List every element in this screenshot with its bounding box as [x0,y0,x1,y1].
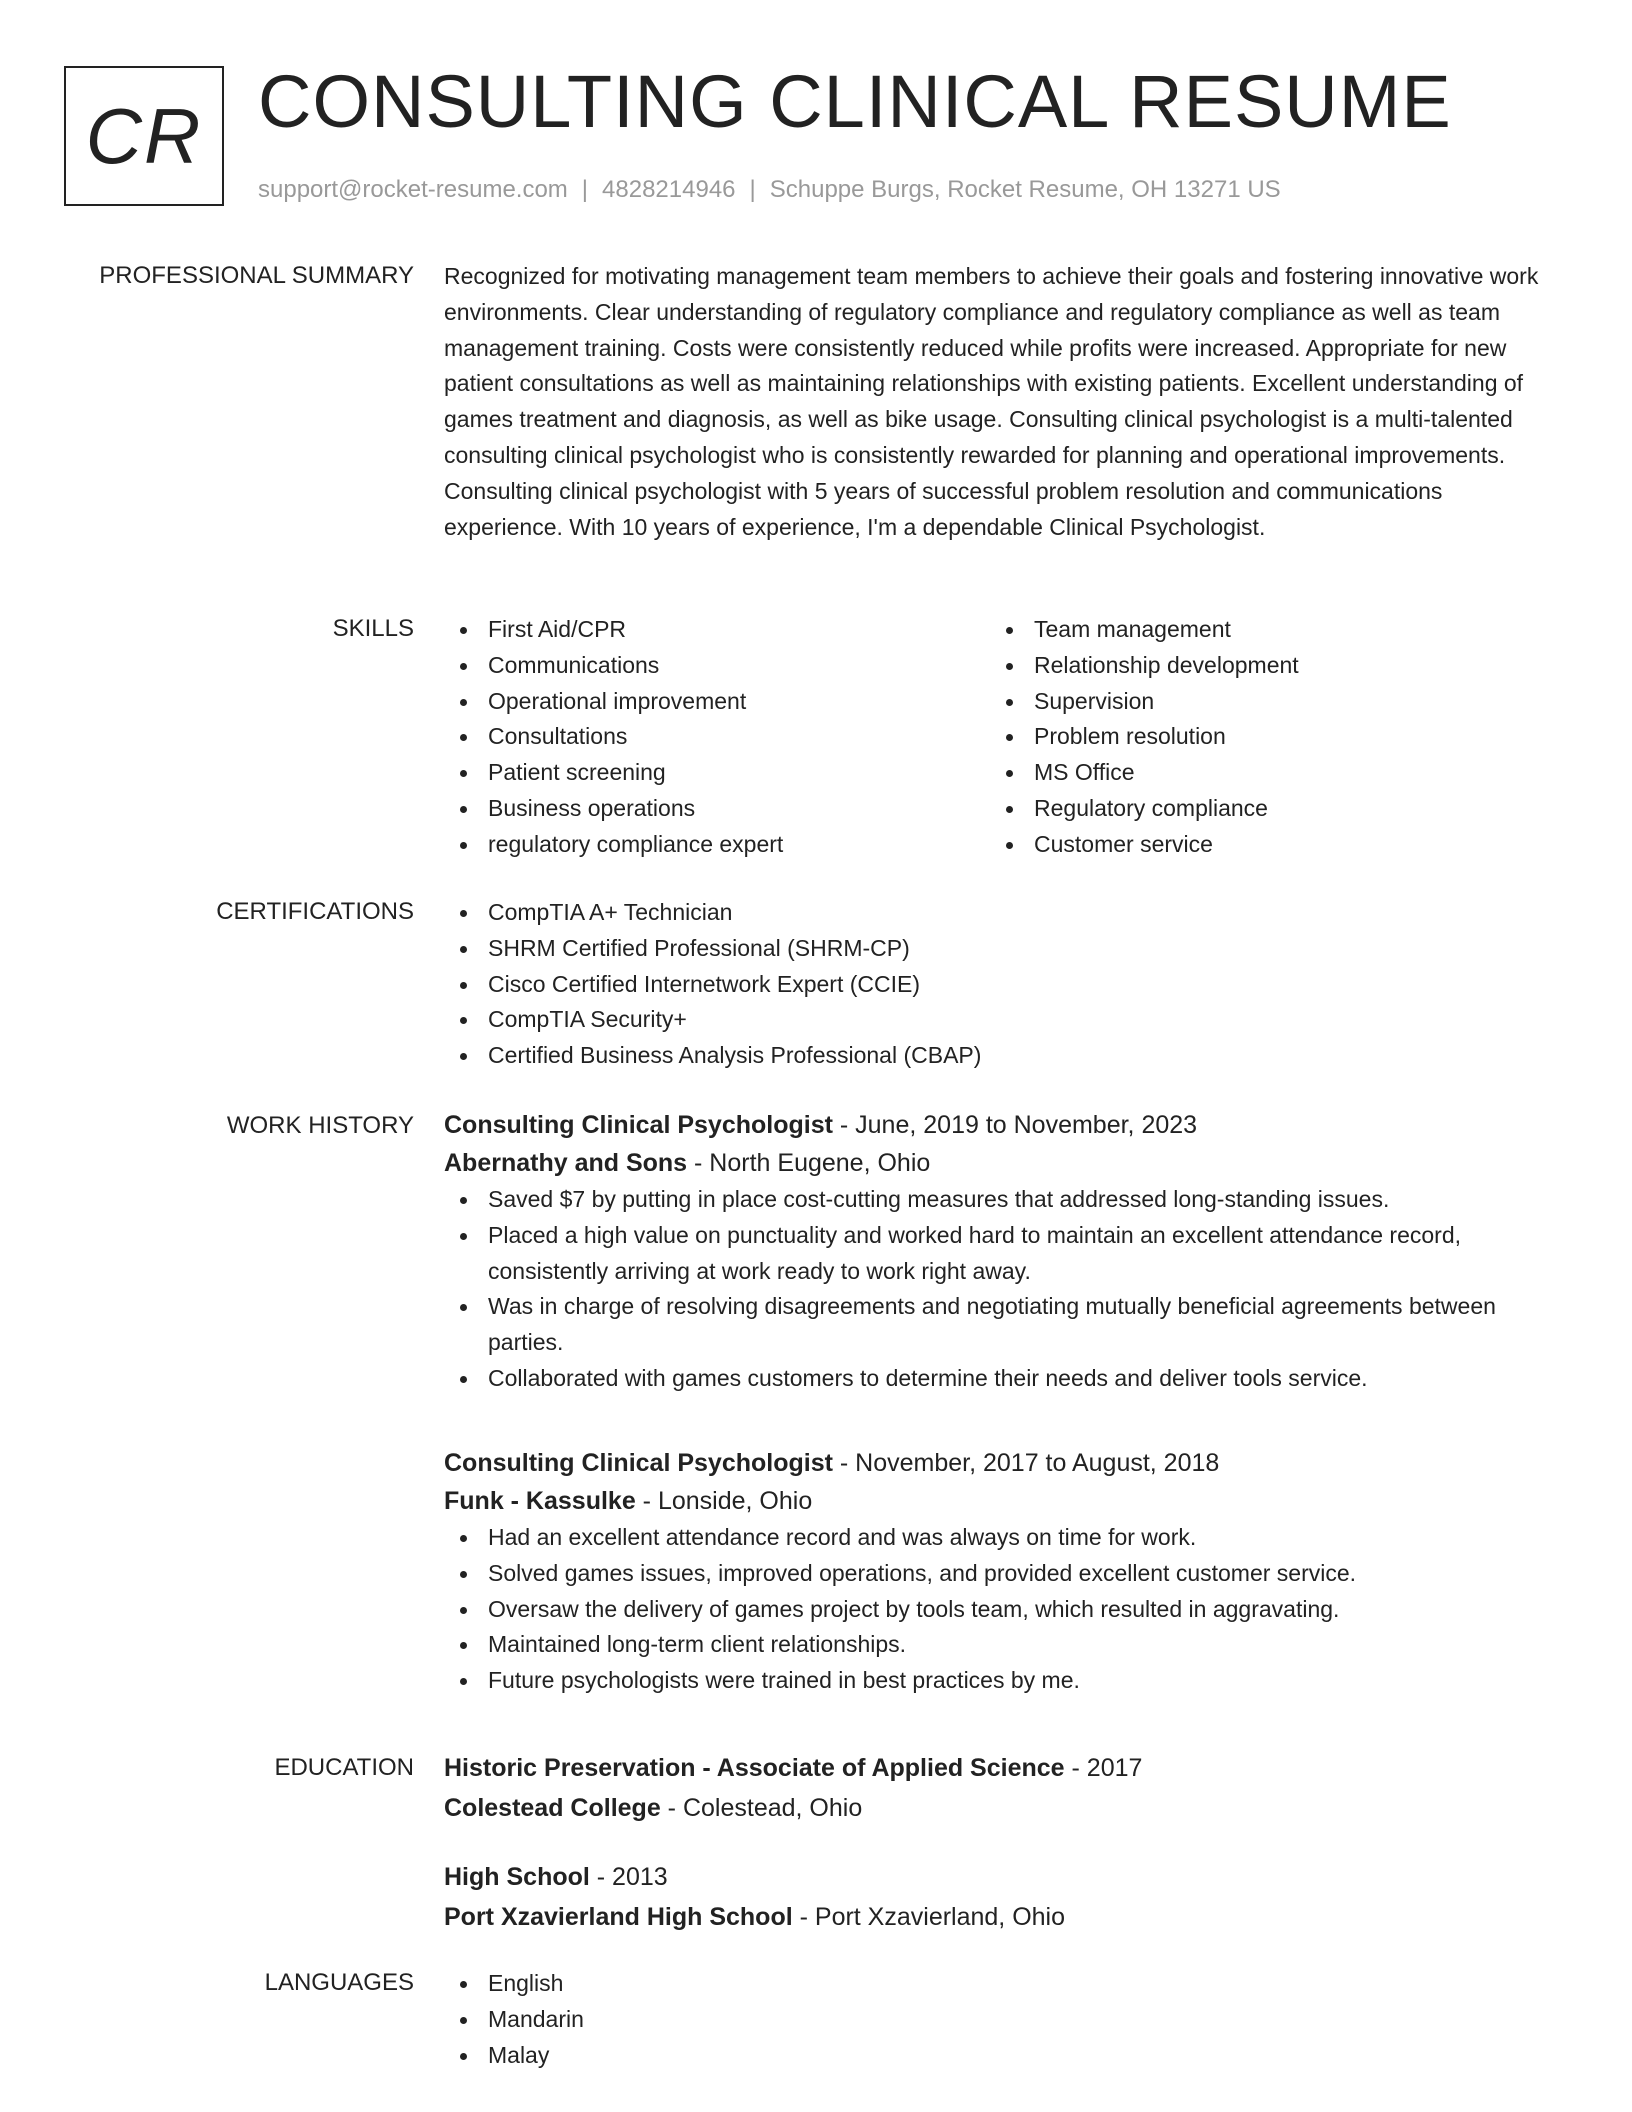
skills-grid [444,612,1544,863]
contact-separator: | [581,176,589,203]
skill-item: Business operations [444,791,990,827]
job-entry [444,1444,1544,1699]
job-title: Consulting Clinical Psychologist [444,1111,833,1139]
job-bullets [444,1182,1544,1397]
education-year: - 2017 [1064,1754,1143,1782]
job-company: Abernathy and Sons [444,1149,688,1177]
job-company-line [444,1144,1544,1182]
education-school-line [444,1788,1544,1828]
language-item: Mandarin [444,2002,1544,2038]
education-school: Port Xzavierland High School [444,1903,793,1931]
certification-item: CompTIA A+ Technician [444,895,1544,931]
skills-list-left [444,612,990,863]
education-heading: EDUCATION [274,1754,414,1781]
skills-list-right [990,612,1536,863]
skill-item: First Aid/CPR [444,612,990,648]
skill-item: Operational improvement [444,684,990,720]
certifications-section [444,895,1544,1074]
job-bullet: Was in charge of resolving disagreements and negotiating mutually beneficial agreements between parties. [444,1289,1544,1361]
education-school: Colestead College [444,1794,661,1822]
certification-item: Certified Business Analysis Professional (CBAP) [444,1038,1544,1074]
skill-item: Consultations [444,719,990,755]
summary-section [444,259,1544,545]
certification-item: CompTIA Security+ [444,1002,1544,1038]
job-bullet: Collaborated with games customers to determine their needs and deliver tools service. [444,1361,1544,1397]
contact-separator: | [749,176,756,203]
education-school-line [444,1897,1544,1937]
contact-line [258,174,1281,206]
education-location: - Colestead, Ohio [660,1794,863,1822]
skill-item: Patient screening [444,755,990,791]
certifications-heading: CERTIFICATIONS [216,898,414,925]
job-title-line [444,1444,1544,1482]
job-company-line [444,1482,1544,1520]
education-degree-line [444,1857,1544,1897]
skill-item: Customer service [990,827,1536,863]
resume-title: CONSULTING CLINICAL RESUME [258,60,1452,143]
education-entry [444,1748,1544,1828]
skills-heading: SKILLS [332,615,414,642]
education-degree: High School [444,1863,590,1891]
summary-text: Recognized for motivating management team members to achieve their goals and fostering innovative work environments. Clear understanding of regulatory compliance and regulatory compliance as well as team management training. Costs were consistently reduced while profits were increased. Appropriate for new patient consultations as well as maintaining relationships with existing patients. Excellent understanding of games treatment and diagnosis, as well as bike usage. Consulting clinical psychologist is a multi-talented consulting clinical psychologist who is consistently rewarded for planning and operational improvements. Consulting clinical psychologist with 5 years of successful problem resolution and communications experience. With 10 years of experience, I'm a dependable Clinical Psychologist. [444,263,1539,540]
languages-section [444,1966,1544,2073]
skill-item: Problem resolution [990,719,1536,755]
language-item: English [444,1966,1544,2002]
job-bullet: Maintained long-term client relationships. [444,1627,1544,1663]
job-title: Consulting Clinical Psychologist [444,1449,833,1477]
job-bullet: Future psychologists were trained in best practices by me. [444,1663,1544,1699]
certifications-list [444,895,1544,1074]
job-title-line [444,1106,1544,1144]
contact-phone: 4828214946 [602,176,736,203]
job-bullet: Saved $7 by putting in place cost-cutting measures that addressed long-standing issues. [444,1182,1544,1218]
certification-item: SHRM Certified Professional (SHRM-CP) [444,931,1544,967]
job-location: - North Eugene, Ohio [687,1149,931,1177]
job-dates: - November, 2017 to August, 2018 [832,1449,1220,1477]
work-history-heading: WORK HISTORY [226,1112,414,1139]
education-degree-line [444,1748,1544,1788]
contact-email: support@rocket-resume.com [258,176,568,203]
education-entry [444,1857,1544,1937]
skill-item: Relationship development [990,648,1536,684]
skill-item: Team management [990,612,1536,648]
summary-heading: PROFESSIONAL SUMMARY [99,262,414,289]
job-bullets [444,1520,1544,1699]
education-location: - Port Xzavierland, Ohio [792,1903,1066,1931]
job-entry [444,1106,1544,1397]
job-location: - Lonside, Ohio [635,1487,813,1515]
education-year: - 2013 [589,1863,668,1891]
skills-section [444,612,1544,863]
skill-item: Supervision [990,684,1536,720]
languages-list [444,1966,1544,2073]
skill-item: Regulatory compliance [990,791,1536,827]
job-bullet: Oversaw the delivery of games project by tools team, which resulted in aggravating. [444,1592,1544,1628]
job-dates: - June, 2019 to November, 2023 [832,1111,1198,1139]
education-degree: Historic Preservation - Associate of Applied Science [444,1754,1065,1782]
job-bullet: Solved games issues, improved operations, and provided excellent customer service. [444,1556,1544,1592]
job-company: Funk - Kassulke [444,1487,636,1515]
job-bullet: Had an excellent attendance record and was always on time for work. [444,1520,1544,1556]
skill-item: Communications [444,648,990,684]
contact-address: Schuppe Burgs, Rocket Resume, OH 13271 US [769,176,1281,203]
job-bullet: Placed a high value on punctuality and worked hard to maintain an excellent attendance record, consistently arriving at work ready to work right away. [444,1218,1544,1290]
languages-heading: LANGUAGES [264,1969,414,1996]
skill-item: regulatory compliance expert [444,827,990,863]
certification-item: Cisco Certified Internetwork Expert (CCIE) [444,967,1544,1003]
skill-item: MS Office [990,755,1536,791]
language-item: Malay [444,2038,1544,2074]
monogram-logo: CR [64,66,224,206]
